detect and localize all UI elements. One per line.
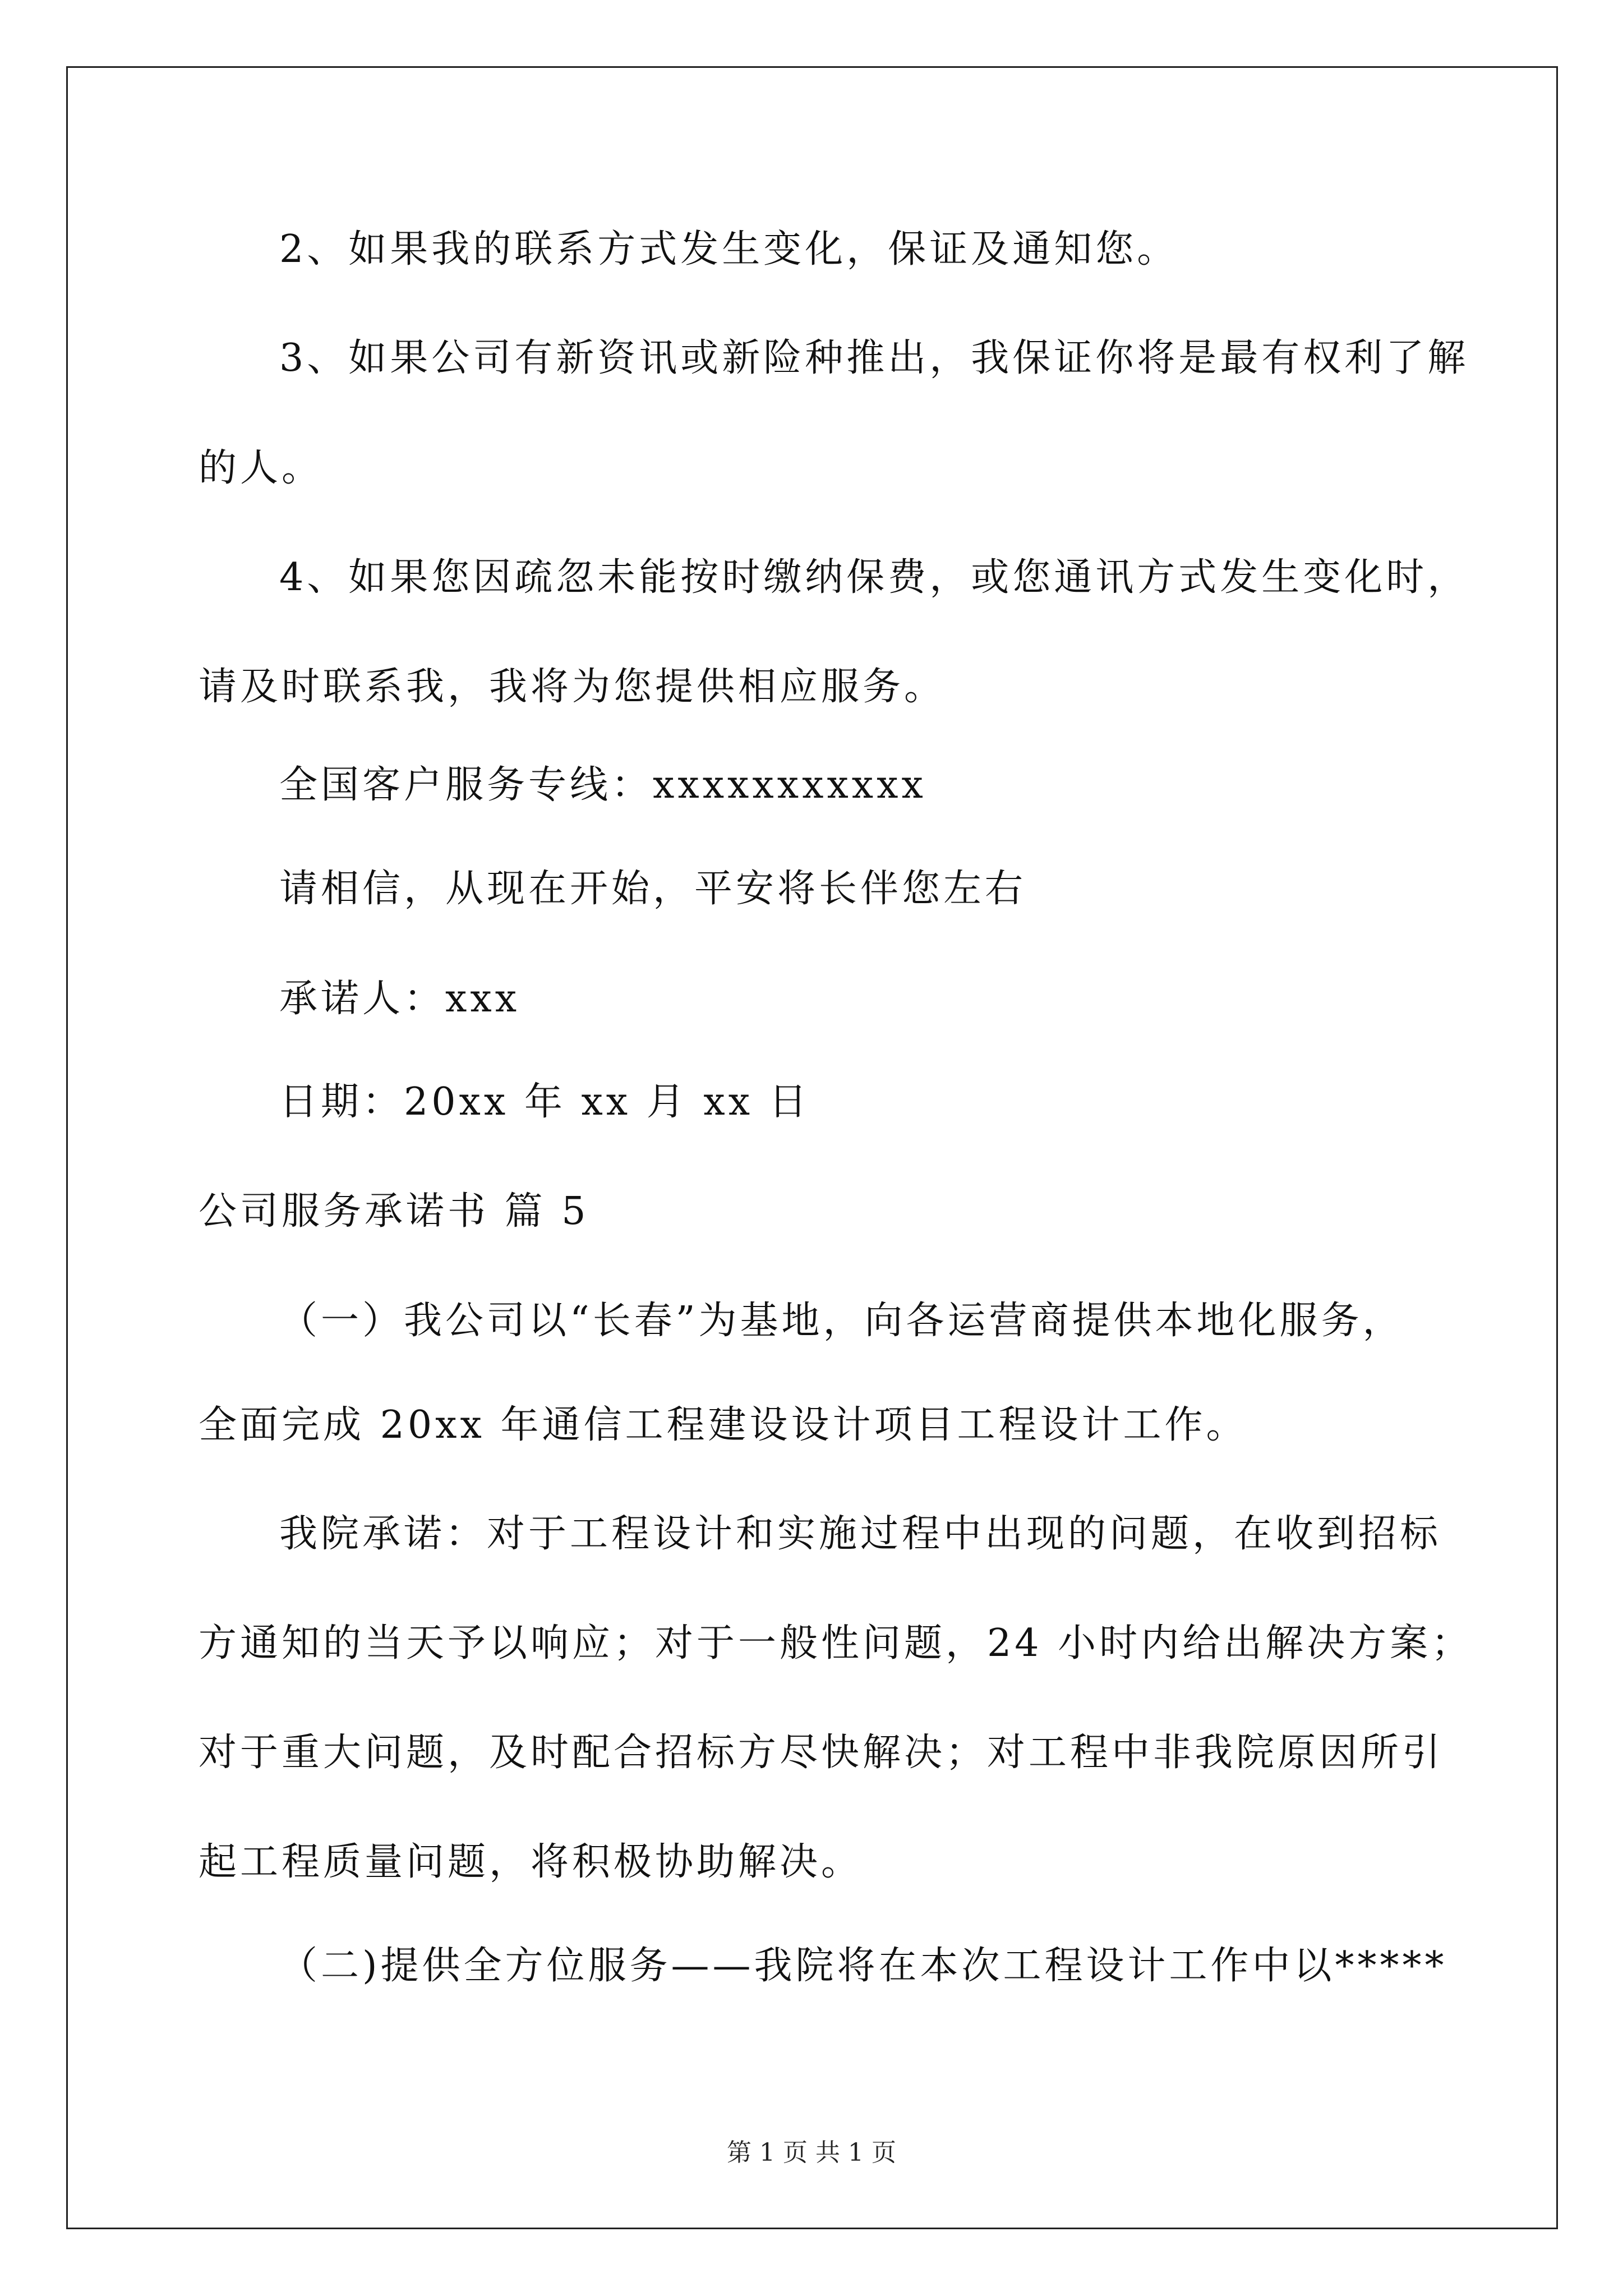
paragraph-line: 我院承诺：对于工程设计和实施过程中出现的问题，在收到招标 bbox=[279, 1512, 1442, 1556]
paragraph-line: 请相信，从现在开始，平安将长伴您左右 bbox=[279, 867, 1027, 911]
page-border bbox=[66, 66, 1558, 2229]
paragraph-line: 3、如果公司有新资讯或新险种推出，我保证你将是最有权利了解 bbox=[279, 336, 1469, 380]
paragraph-line: （一）我公司以“长春”为基地，向各运营商提供本地化服务， bbox=[279, 1299, 1404, 1343]
page-footer: 第 1 页 共 1 页 bbox=[727, 2138, 896, 2167]
paragraph-line: 对于重大问题，及时配合招标方尽快解决；对工程中非我院原因所引 bbox=[199, 1731, 1444, 1775]
paragraph-line: 起工程质量问题，将积极协助解决。 bbox=[199, 1840, 863, 1884]
paragraph-line: 请及时联系我，我将为您提供相应服务。 bbox=[199, 665, 946, 709]
paragraph-line: 方通知的当天予以响应；对于一般性问题，24 小时内给出解决方案； bbox=[199, 1621, 1473, 1665]
paragraph-line: （二)提供全方位服务——我院将在本次工程设计工作中以***** bbox=[279, 1944, 1447, 1988]
paragraph-line: 承诺人：xxx bbox=[279, 977, 520, 1021]
paragraph-line: 日期：20xx 年 xx 月 xx 日 bbox=[279, 1080, 810, 1124]
paragraph-line: 全面完成 20xx 年通信工程建设设计项目工程设计工作。 bbox=[199, 1403, 1248, 1447]
section-heading: 公司服务承诺书 篇 5 bbox=[199, 1189, 589, 1234]
paragraph-line: 4、如果您因疏忽未能按时缴纳保费，或您通讯方式发生变化时， bbox=[279, 555, 1469, 600]
paragraph-line: 2、如果我的联系方式发生变化，保证及通知您。 bbox=[279, 227, 1179, 272]
paragraph-line: 全国客户服务专线：xxxxxxxxxxx bbox=[279, 763, 926, 807]
paragraph-line: 的人。 bbox=[199, 446, 324, 490]
